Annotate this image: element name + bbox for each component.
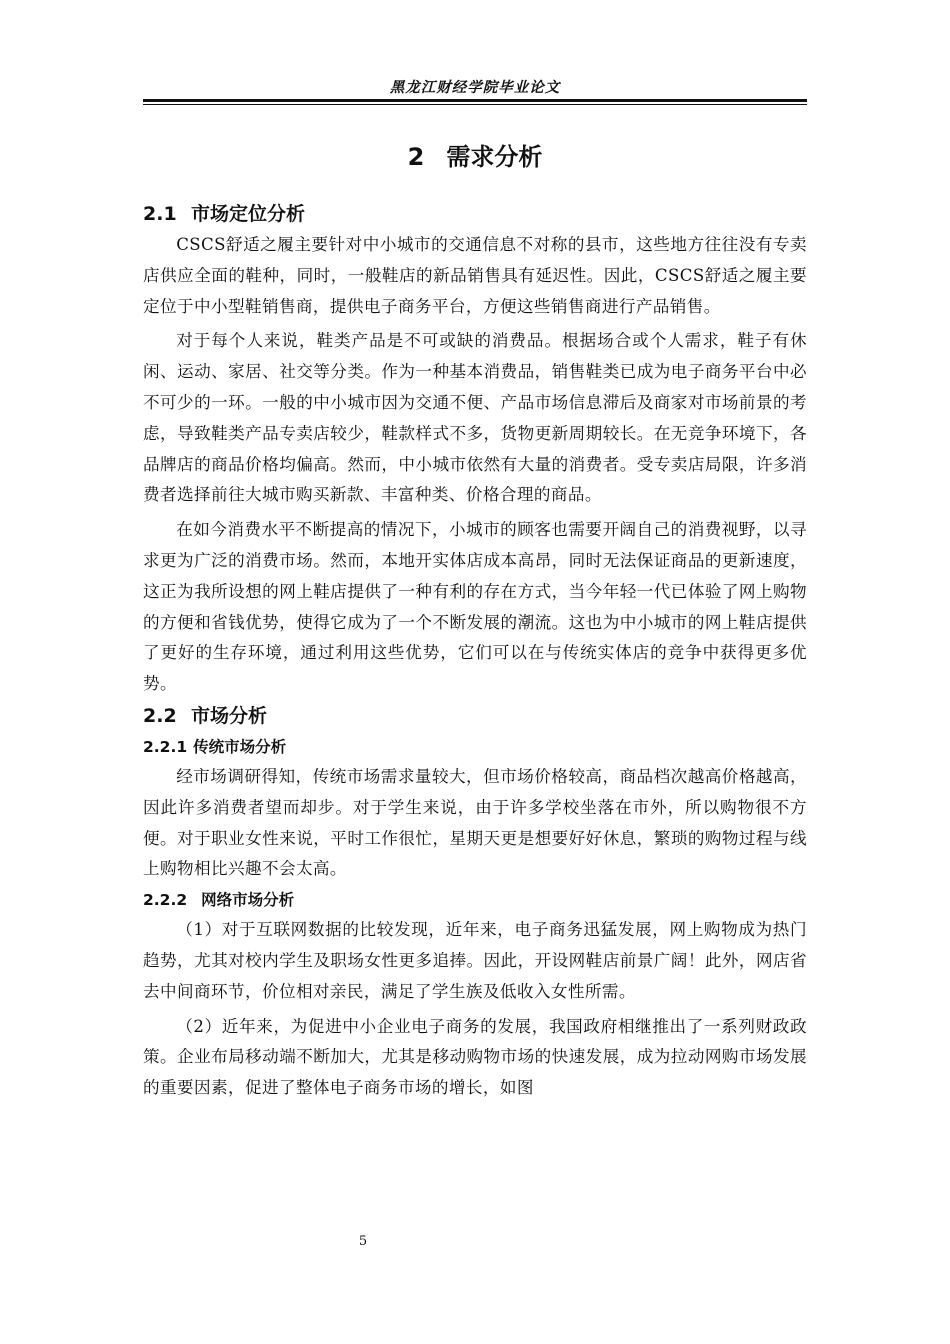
section-title: 市场分析: [191, 704, 268, 727]
page-number: 5: [358, 1234, 368, 1249]
chapter-title-text: 需求分析: [446, 143, 543, 171]
header-rule-thin: [143, 104, 807, 105]
section-number: 2.1: [143, 203, 177, 225]
paragraph: （2）近年来，为促进中小企业电子商务的发展，我国政府相继推出了一系列财政政策。企业布局移动端不断加大，尤其是移动购物市场的快速发展，成为拉动网购市场发展的重要因素，促进了整体电子商务市场的增长，如图: [143, 1016, 807, 1098]
chapter-title: [143, 136, 807, 178]
document-page: [143, 0, 807, 1344]
page-content: [143, 136, 807, 1104]
paragraph: CSCS舒适之履主要针对中小城市的交通信息不对称的县市，这些地方往往没有专卖店供应全面的鞋种，同时，一般鞋店的新品销售具有延迟性。因此，CSCS舒适之履主要定位于中小型鞋销售商，提供电子商务平台，方便这些销售商进行产品销售。: [143, 235, 807, 316]
section-title: 市场定位分析: [191, 203, 306, 225]
subsection-title: 网络市场分析: [201, 891, 295, 910]
subsection-heading: [143, 732, 807, 762]
subsection-number: 2.2.1: [143, 737, 188, 756]
running-header: 黑龙江财经学院毕业论文: [389, 80, 561, 96]
chapter-number: 2: [407, 143, 425, 171]
paragraph: （1）对于互联网数据的比较发现，近年来，电子商务迅猛发展，网上购物成为热门趋势，尤其对校内学生及职场女性更多追捧。因此，开设网鞋店前景广阔！此外，网店省去中间商环节，价位相对亲民，满足了学生族及低收入女性所需。: [143, 920, 807, 1001]
paragraph: 对于每个人来说，鞋类产品是不可或缺的消费品。根据场合或个人需求，鞋子有休闲、运动、家居、社交等分类。作为一种基本消费品，销售鞋类已成为电子商务平台中必不可少的一环。一般的中小城市因为交通不便、产品市场信息滞后及商家对市场前景的考虑，导致鞋类产品专卖店较少，鞋款样式不多，货物更新周期较长。在无竞争环境下，各品牌店的商品价格均偏高。然而，中小城市依然有大量的消费者。受专卖店局限，许多消费者选择前往大城市购买新款、丰富种类、价格合理的商品。: [143, 331, 807, 505]
section-heading: [143, 198, 807, 230]
paragraph: 在如今消费水平不断提高的情况下，小城市的顾客也需要开阔自己的消费视野，以寻求更为广泛的消费市场。然而，本地开实体店成本高昂，同时无法保证商品的更新速度，这正为我所设想的网上鞋店提供了一种有利的存在方式，当今年轻一代已体验了网上购物的方便和省钱优势，使得它成为了一个不断发展的潮流。这也为中小城市的网上鞋店提供了更好的生存环境，通过利用这些优势，它们可以在与传统实体店的竞争中获得更多优势。: [143, 520, 807, 694]
paragraph: 经市场调研得知，传统市场需求量较大，但市场价格较高，商品档次越高价格越高，因此许多消费者望而却步。对于学生来说，由于许多学校坐落在市外，所以购物很不方便。对于职业女性来说，平时工作很忙，星期天更是想要好好休息，繁琐的购物过程与线上购物相比兴趣不会太高。: [143, 766, 807, 879]
header-rule-thick: [143, 99, 807, 102]
subsection-number: 2.2.2: [143, 891, 188, 910]
subsection-heading: [143, 885, 807, 915]
subsection-title: 传统市场分析: [193, 737, 287, 756]
section-heading: [143, 700, 807, 732]
section-number: 2.2: [143, 704, 177, 727]
